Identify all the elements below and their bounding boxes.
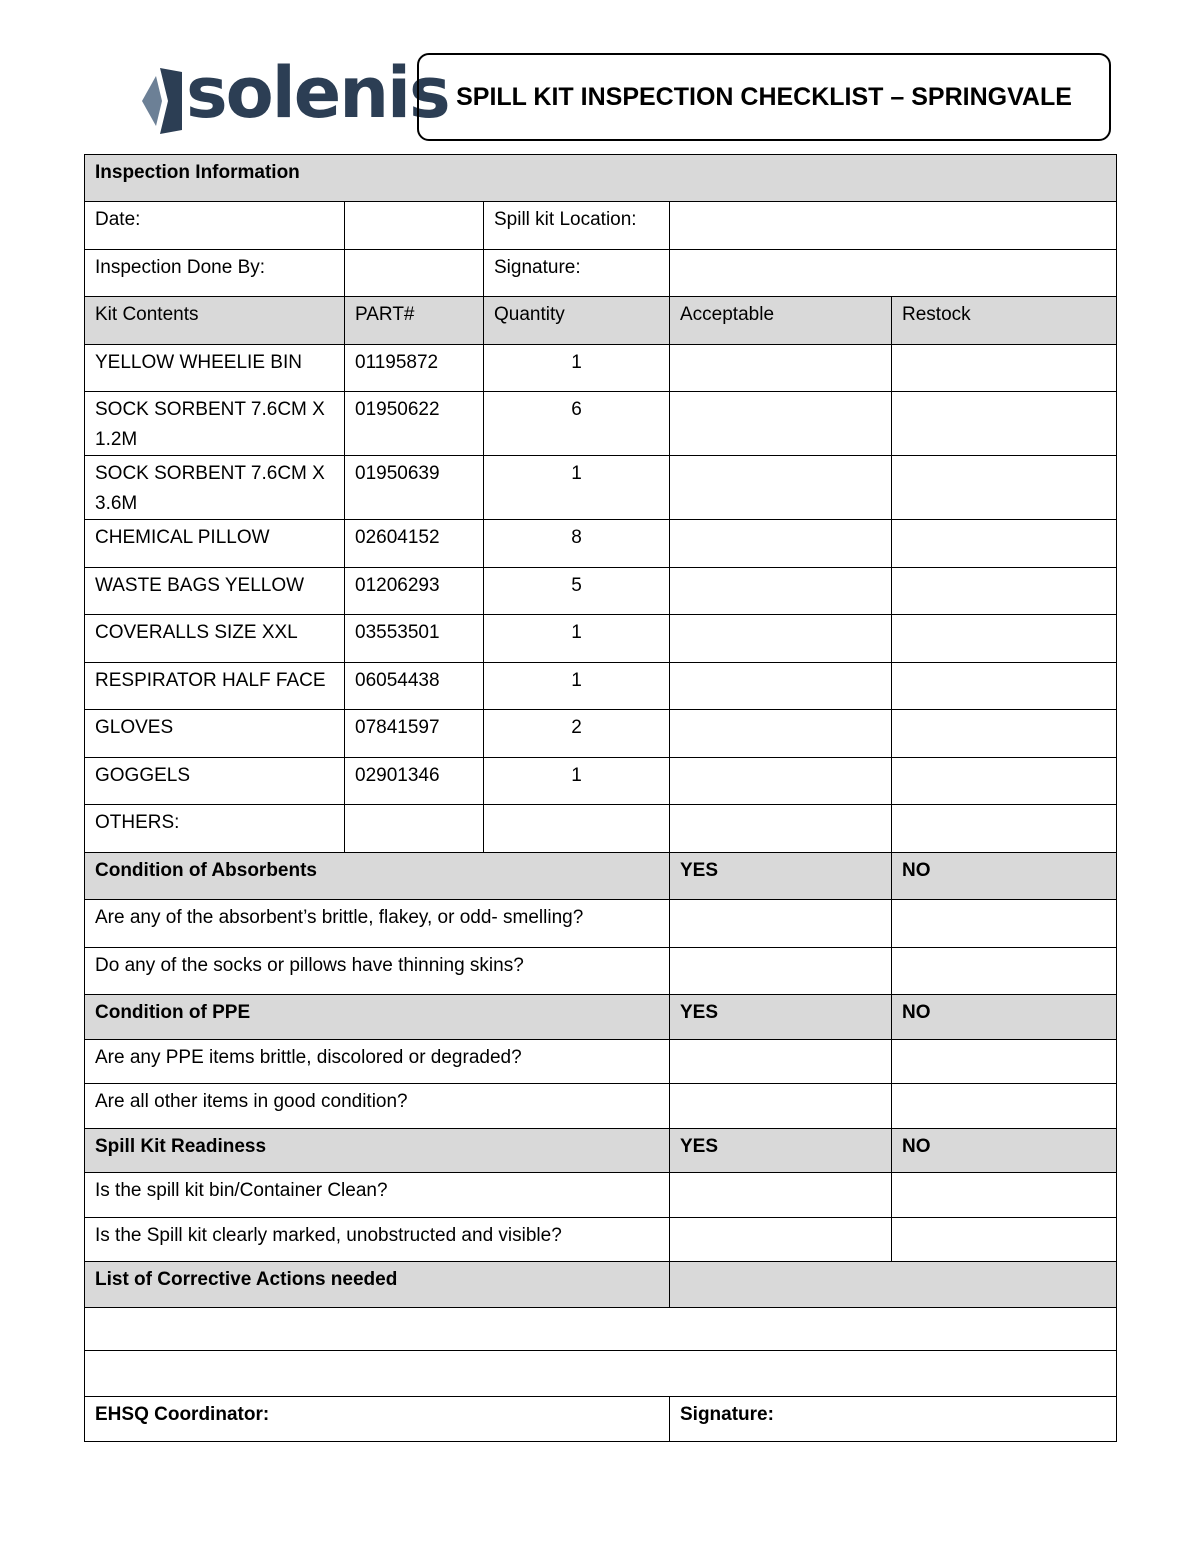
no-header: NO (892, 853, 1117, 900)
question-row (85, 900, 1117, 948)
restock-cell[interactable] (892, 520, 1117, 568)
item-part: 06054438 (345, 663, 484, 710)
item-name: SOCK SORBENT 7.6CM X 1.2M (85, 392, 345, 456)
kit-item-row (85, 758, 1117, 805)
inspection-heading: Inspection Information (85, 155, 1117, 202)
item-name: GOGGELS (85, 758, 345, 805)
restock-cell[interactable] (892, 456, 1117, 520)
date-row (85, 202, 1117, 250)
location-field[interactable] (670, 202, 1117, 250)
done-by-field[interactable] (345, 250, 484, 297)
ppe-heading: Condition of PPE (85, 995, 670, 1040)
item-part: 07841597 (345, 710, 484, 758)
no-cell[interactable] (892, 1218, 1117, 1262)
item-name: CHEMICAL PILLOW (85, 520, 345, 568)
yes-cell[interactable] (670, 948, 892, 995)
question-text: Is the spill kit bin/Container Clean? (85, 1173, 670, 1218)
item-qty: 1 (484, 663, 670, 710)
item-part: 01950639 (345, 456, 484, 520)
acceptable-cell[interactable] (670, 456, 892, 520)
item-qty: 5 (484, 568, 670, 615)
page-title-text: SPILL KIT INSPECTION CHECKLIST – SPRINGVALE (456, 82, 1072, 111)
restock-cell[interactable] (892, 663, 1117, 710)
item-qty: 1 (484, 758, 670, 805)
absorbents-heading: Condition of Absorbents (85, 853, 670, 900)
item-part: 01206293 (345, 568, 484, 615)
question-text: Are any PPE items brittle, discolored or degraded? (85, 1040, 670, 1084)
acceptable-cell[interactable] (670, 392, 892, 456)
yes-header: YES (670, 853, 892, 900)
no-cell[interactable] (892, 1040, 1117, 1084)
acceptable-cell[interactable] (670, 663, 892, 710)
header-kit-contents: Kit Contents (85, 297, 345, 345)
kit-item-row (85, 710, 1117, 758)
header-quantity: Quantity (484, 297, 670, 345)
header-restock: Restock (892, 297, 1117, 345)
kit-item-row (85, 663, 1117, 710)
others-label: OTHERS: (85, 805, 345, 853)
acceptable-cell[interactable] (670, 758, 892, 805)
question-row (85, 1218, 1117, 1262)
restock-cell[interactable] (892, 758, 1117, 805)
footer-row (85, 1397, 1117, 1442)
page-title (417, 53, 1111, 141)
no-cell[interactable] (892, 1173, 1117, 1218)
item-name: YELLOW WHEELIE BIN (85, 345, 345, 392)
acceptable-cell[interactable] (670, 710, 892, 758)
inspection-checklist-table (84, 154, 1117, 1442)
ppe-heading-row (85, 995, 1117, 1040)
question-text: Are any of the absorbent’s brittle, flakey, or odd- smelling? (85, 900, 670, 948)
item-qty: 8 (484, 520, 670, 568)
inspection-heading-row (85, 155, 1117, 202)
item-name: COVERALLS SIZE XXL (85, 615, 345, 663)
logo-mark-icon (138, 66, 186, 136)
absorbents-heading-row (85, 853, 1117, 900)
kit-item-row (85, 456, 1117, 520)
corrective-heading: List of Corrective Actions needed (85, 1262, 670, 1308)
corrective-line-row (85, 1308, 1117, 1351)
restock-cell[interactable] (892, 568, 1117, 615)
item-qty: 1 (484, 615, 670, 663)
readiness-heading-row (85, 1129, 1117, 1173)
restock-cell[interactable] (892, 710, 1117, 758)
question-row (85, 1040, 1117, 1084)
item-name: GLOVES (85, 710, 345, 758)
no-cell[interactable] (892, 948, 1117, 995)
acceptable-cell[interactable] (670, 805, 892, 853)
others-row (85, 805, 1117, 853)
acceptable-cell[interactable] (670, 615, 892, 663)
item-part: 01950622 (345, 392, 484, 456)
item-part: 02604152 (345, 520, 484, 568)
item-part: 03553501 (345, 615, 484, 663)
yes-cell[interactable] (670, 1173, 892, 1218)
corrective-line-field[interactable] (85, 1351, 1117, 1397)
kit-item-row (85, 615, 1117, 663)
yes-header: YES (670, 1129, 892, 1173)
corrective-line-row (85, 1351, 1117, 1397)
yes-cell[interactable] (670, 900, 892, 948)
no-cell[interactable] (892, 900, 1117, 948)
item-name: RESPIRATOR HALF FACE (85, 663, 345, 710)
restock-cell[interactable] (892, 615, 1117, 663)
item-qty: 1 (484, 456, 670, 520)
item-qty: 2 (484, 710, 670, 758)
question-text: Is the Spill kit clearly marked, unobstructed and visible? (85, 1218, 670, 1262)
item-part: 02901346 (345, 758, 484, 805)
header-part: PART# (345, 297, 484, 345)
corrective-line-field[interactable] (85, 1308, 1117, 1351)
kit-header-row (85, 297, 1117, 345)
item-part: 01195872 (345, 345, 484, 392)
yes-cell[interactable] (670, 1040, 892, 1084)
question-row (85, 1173, 1117, 1218)
inspector-row (85, 250, 1117, 297)
yes-cell[interactable] (670, 1084, 892, 1129)
item-qty: 1 (484, 345, 670, 392)
signature-label: Signature: (484, 250, 670, 297)
header-acceptable: Acceptable (670, 297, 892, 345)
question-row (85, 948, 1117, 995)
signature-field[interactable] (670, 250, 1117, 297)
others-qty-field[interactable] (484, 805, 670, 853)
corrective-heading-row (85, 1262, 1117, 1308)
date-field[interactable] (345, 202, 484, 250)
restock-cell[interactable] (892, 345, 1117, 392)
acceptable-cell[interactable] (670, 568, 892, 615)
kit-item-row (85, 392, 1117, 456)
date-label: Date: (85, 202, 345, 250)
done-by-label: Inspection Done By: (85, 250, 345, 297)
kit-item-row (85, 568, 1117, 615)
question-row (85, 1084, 1117, 1129)
yes-cell[interactable] (670, 1218, 892, 1262)
kit-item-row (85, 345, 1117, 392)
coordinator-label[interactable]: EHSQ Coordinator: (85, 1397, 670, 1442)
readiness-heading: Spill Kit Readiness (85, 1129, 670, 1173)
item-qty: 6 (484, 392, 670, 456)
question-text: Do any of the socks or pillows have thinning skins? (85, 948, 670, 995)
others-part-field[interactable] (345, 805, 484, 853)
question-text: Are all other items in good condition? (85, 1084, 670, 1129)
acceptable-cell[interactable] (670, 345, 892, 392)
restock-cell[interactable] (892, 392, 1117, 456)
logo-wordmark: solenis (186, 52, 449, 134)
corrective-heading-blank (670, 1262, 1117, 1308)
coordinator-signature-label[interactable]: Signature: (670, 1397, 1117, 1442)
location-label: Spill kit Location: (484, 202, 670, 250)
company-logo (138, 52, 449, 140)
item-name: SOCK SORBENT 7.6CM X 3.6M (85, 456, 345, 520)
no-cell[interactable] (892, 1084, 1117, 1129)
no-header: NO (892, 995, 1117, 1040)
acceptable-cell[interactable] (670, 520, 892, 568)
no-header: NO (892, 1129, 1117, 1173)
item-name: WASTE BAGS YELLOW (85, 568, 345, 615)
yes-header: YES (670, 995, 892, 1040)
restock-cell[interactable] (892, 805, 1117, 853)
kit-item-row (85, 520, 1117, 568)
